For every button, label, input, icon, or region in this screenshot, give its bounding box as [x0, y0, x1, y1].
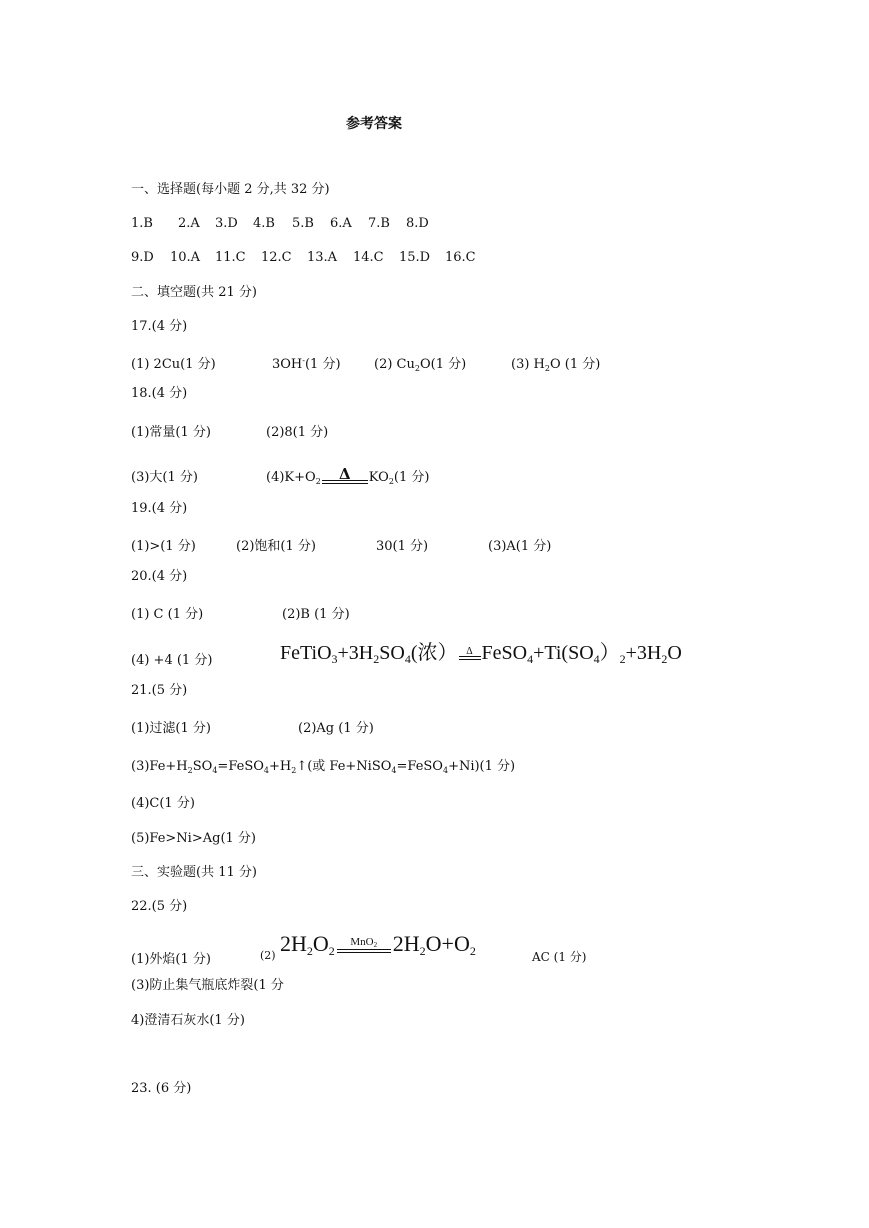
- q19-answer-4: (3)A(1 分): [488, 539, 552, 554]
- q23-header: 23. (6 分): [131, 1081, 192, 1096]
- section-fill-heading: 二、填空题(共 21 分): [131, 285, 257, 300]
- q19-answer-3: 30(1 分): [376, 539, 429, 554]
- q22-equation: $2H_2O_2$ MnO$_2$ $2H_2O+O_2$: [280, 931, 476, 958]
- q17-answer-3: (2) $Cu_2O(1$ 分): [374, 357, 467, 373]
- mc-answer: 12.C: [261, 250, 292, 265]
- q17-header: 17.(4 分): [131, 319, 188, 334]
- mc-answer: 4.B: [253, 216, 275, 231]
- q17-answer-4: (3) $H_2O$ (1 分): [511, 357, 601, 373]
- q20-equation: $FeTiO_3+3H_2SO_4$(浓） Δ $FeSO_4+Ti(SO_4)_2+3H_2O$: [280, 642, 682, 666]
- mc-answer: 14.C: [353, 250, 384, 265]
- mc-answer: 1.B: [131, 216, 153, 231]
- page-title: 参考答案: [346, 116, 402, 132]
- q22-answer-1: (1)外焰(1 分): [131, 952, 211, 967]
- q21-header: 21.(5 分): [131, 683, 188, 698]
- heat-arrow: Δ: [322, 480, 368, 481]
- mc-answer: 16.C: [445, 250, 476, 265]
- mc-answer: 6.A: [330, 216, 352, 231]
- q22-answer-3: AC (1 分): [532, 950, 587, 964]
- q19-answer-1: (1)>(1 分): [131, 539, 196, 554]
- mc-answer: 13.A: [307, 250, 338, 265]
- q19-answer-2: (2)饱和(1 分): [236, 539, 316, 554]
- q21-answer-4: (4)C(1 分): [131, 796, 195, 811]
- q21-answer-3: $(3)Fe+H_2SO_4=FeSO_4+H_2↑$(或 Fe+NiSO$_4$=FeSO$_4$+Ni)(1 分): [131, 759, 516, 775]
- q19-header: 19.(4 分): [131, 501, 188, 516]
- q20-answer-1: (1) C (1 分): [131, 607, 204, 622]
- q17-answer-2: 3OH-(1 分): [272, 356, 341, 372]
- q18-answer-2: (2)8(1 分): [266, 425, 329, 440]
- mc-answer: 10.A: [170, 250, 201, 265]
- section-choice-heading: 一、选择题(每小题 2 分,共 32 分): [131, 182, 330, 197]
- q20-header: 20.(4 分): [131, 569, 188, 584]
- q18-answer-1: (1)常量(1 分): [131, 425, 211, 440]
- q17-answer-1: (1) 2Cu(1 分): [131, 357, 216, 372]
- heat-arrow: Δ: [459, 656, 481, 659]
- q20-answer-2: (2)B (1 分): [282, 607, 350, 622]
- q18-answer-4: $(4)K+O_2$ Δ $KO_2(1$ 分): [266, 465, 430, 486]
- q21-answer-5: (5)Fe>Ni>Ag(1 分): [131, 831, 256, 846]
- section-experiment-heading: 三、实验题(共 11 分): [131, 865, 257, 880]
- q22-header: 22.(5 分): [131, 899, 188, 914]
- catalyst-arrow: MnO$_2$: [337, 949, 391, 951]
- mc-answer: 3.D: [215, 216, 238, 231]
- q21-answer-2: (2)Ag (1 分): [298, 721, 374, 736]
- q20-answer-3: (4) +4 (1 分): [131, 653, 213, 668]
- q22-answer-5: 4)澄清石灰水(1 分): [131, 1013, 245, 1028]
- q22-answer-4: (3)防止集气瓶底炸裂(1 分: [131, 978, 284, 993]
- mc-answer: 2.A: [178, 216, 200, 231]
- mc-answer: 7.B: [368, 216, 390, 231]
- q18-answer-3: (3)大(1 分): [131, 470, 198, 485]
- mc-answer: 15.D: [399, 250, 431, 265]
- mc-answer: 5.B: [292, 216, 314, 231]
- q18-header: 18.(4 分): [131, 386, 188, 401]
- q22-answer-2-label: (2): [260, 949, 276, 962]
- mc-answer: 9.D: [131, 250, 154, 265]
- mc-answer: 8.D: [406, 216, 429, 231]
- mc-answer: 11.C: [215, 250, 246, 265]
- q21-answer-1: (1)过滤(1 分): [131, 721, 211, 736]
